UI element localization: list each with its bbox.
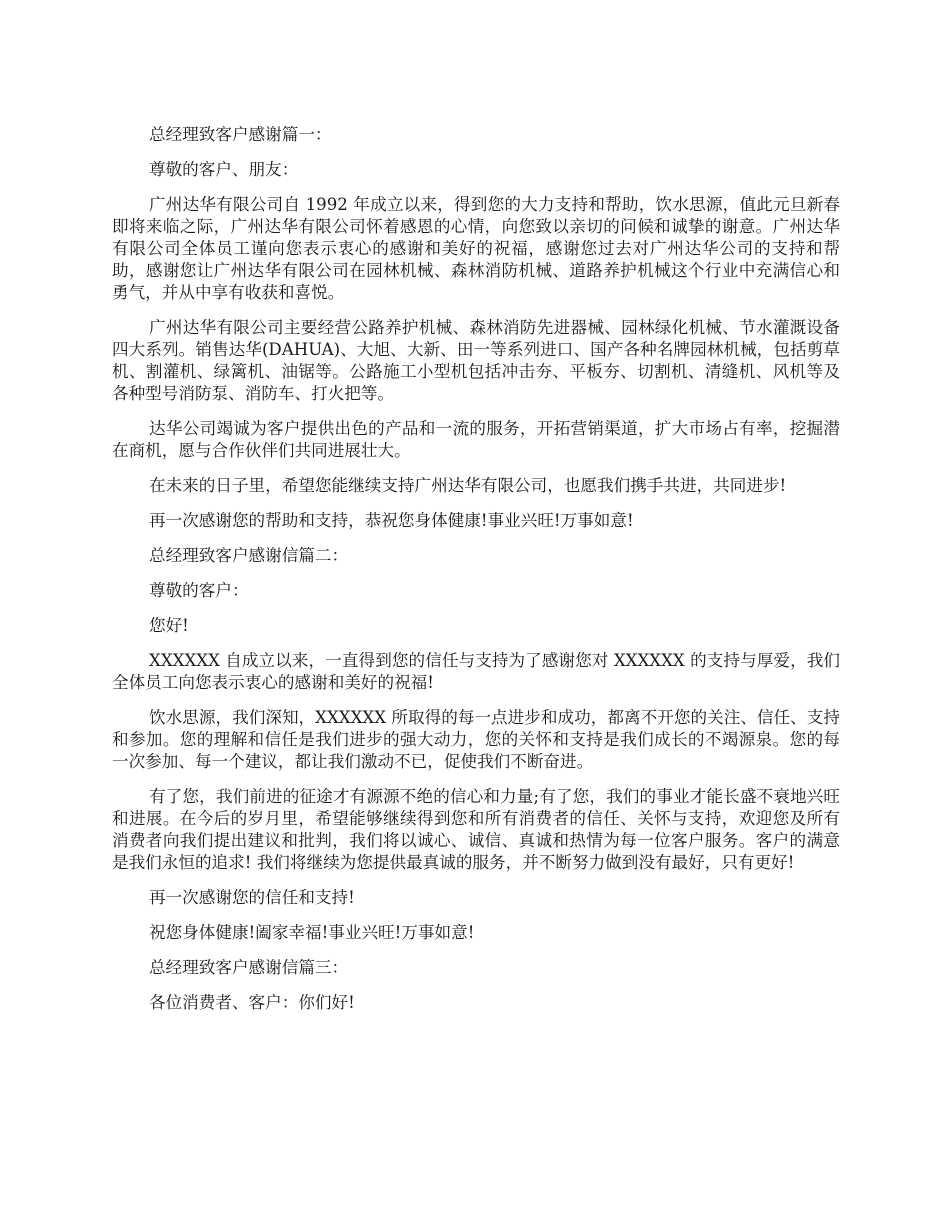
section-heading-3: 总经理致客户感谢信篇三：	[149, 958, 349, 977]
closing-line: 祝您身体健康!阖家幸福!事业兴旺!万事如意!	[149, 923, 475, 942]
salutation-2: 尊敬的客户：	[149, 581, 249, 600]
section-heading-1: 总经理致客户感谢篇一：	[149, 125, 332, 144]
body-paragraph: 达华公司竭诚为客户提供出色的产品和一流的服务，开拓营销渠道，扩大市场占有率，挖掘潜在商机，愿与合作伙伴们共同进展壮大。	[112, 419, 840, 460]
body-paragraph: 广州达华有限公司主要经营公路养护机械、森林消防先进器械、园林绿化机械、节水灌溉设备四大系列。销售达华(DAHUA)、大旭、大新、田一等系列进口、国产各种名牌园林机械，包括剪草机、割灌机、绿篱机、油锯等。公路施工小型机包括冲击夯、平板夯、切割机、清缝机、风机等及各种型号消防泵、消防车、打火把等。	[112, 318, 840, 403]
body-paragraph: 饮水思源，我们深知，XXXXXX 所取得的每一点进步和成功，都离不开您的关注、信任、支持和参加。您的理解和信任是我们进步的强大动力，您的关怀和支持是我们成长的不竭源泉。您的每一次参加、每一个建议，都让我们激动不已，促使我们不断奋进。	[112, 708, 840, 771]
salutation-1: 尊敬的客户、朋友：	[149, 160, 299, 179]
body-paragraph: 有了您，我们前进的征途才有源源不绝的信心和力量;有了您，我们的事业才能长盛不衰地兴旺和进展。在今后的岁月里，希望能够继续得到您和所有消费者的信任、关怀与支持，欢迎您及所有消费者向我们提出建议和批判，我们将以诚心、诚信、真诚和热情为每一位客户服务。客户的满意是我们永恒的追求! 我们将继续为您提供最真诚的服务，并不断努力做到没有最好，只有更好!	[112, 787, 840, 872]
body-paragraph: 在未来的日子里，希望您能继续支持广州达华有限公司，也愿我们携手共进，共同进步!	[149, 476, 787, 495]
body-paragraph: XXXXXX 自成立以来，一直得到您的信任与支持为了感谢您对 XXXXXX 的支持与厚爱，我们全体员工向您表示衷心的感谢和美好的祝福!	[112, 651, 840, 692]
section-heading-2: 总经理致客户感谢信篇二：	[149, 546, 349, 565]
body-paragraph: 广州达华有限公司自 1992 年成立以来，得到您的大力支持和帮助，饮水思源，值此元旦新春即将来临之际，广州达华有限公司怀着感恩的心情，向您致以亲切的问候和诚挚的谢意。广州达华有限公司全体员工谨向您表示衷心的感谢和美好的祝福，感谢您过去对广州达华公司的支持和帮助，感谢您让广州达华有限公司在园林机械、森林消防机械、道路养护机械这个行业中充满信心和勇气，并从中享有收获和喜悦。	[112, 195, 840, 302]
greeting: 您好!	[149, 616, 189, 635]
closing-line: 再一次感谢您的信任和支持!	[149, 888, 355, 907]
salutation-3: 各位消费者、客户：你们好!	[149, 993, 355, 1012]
document-page	[112, 124, 840, 1027]
closing-line: 再一次感谢您的帮助和支持，恭祝您身体健康!事业兴旺!万事如意!	[149, 511, 634, 530]
